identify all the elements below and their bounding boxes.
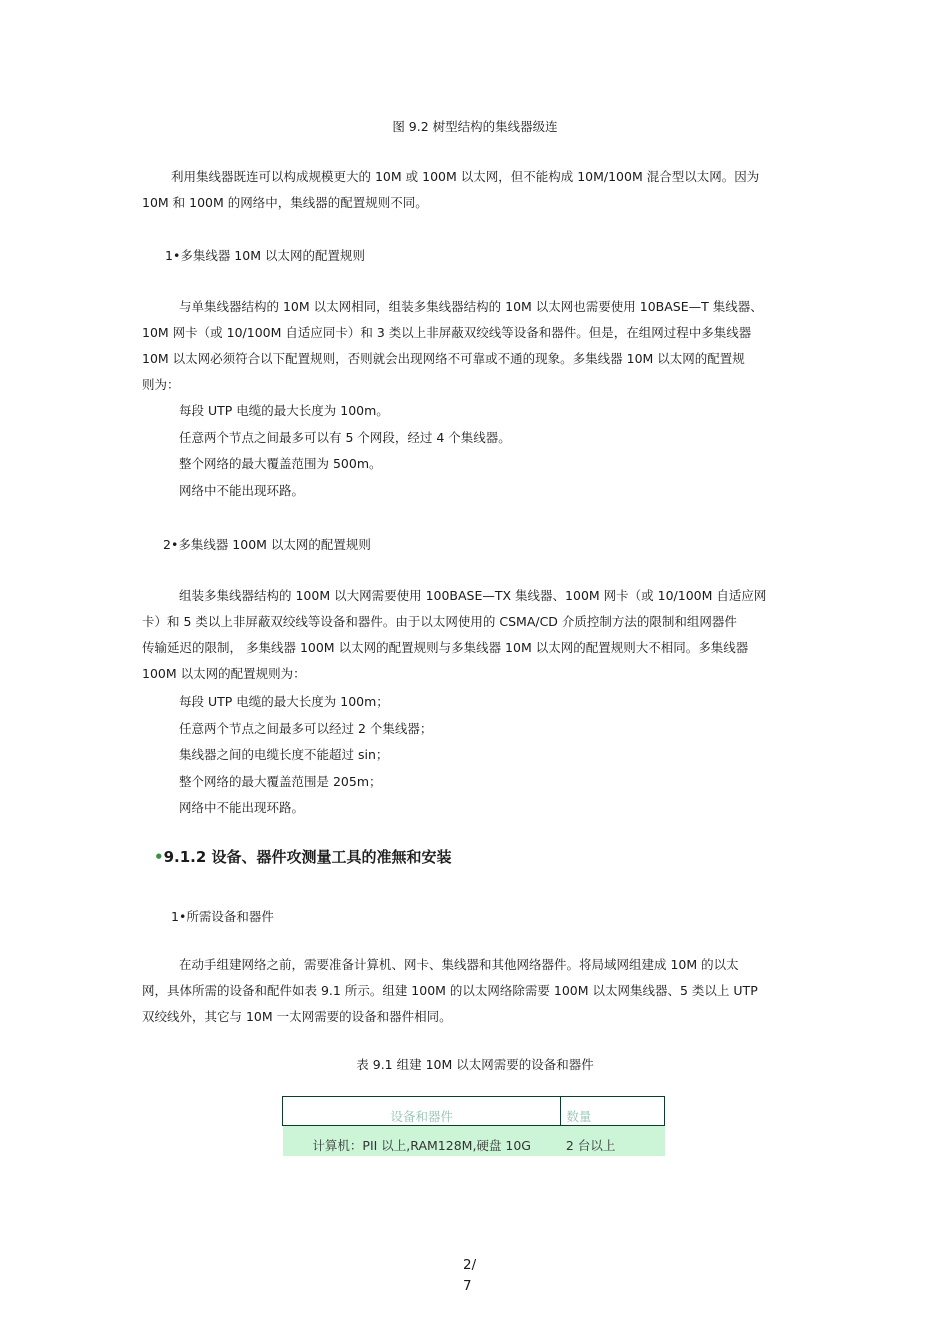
text-line: 网，具体所需的设备和配件如表 9.1 所示。组建 100M 的以太网络除需要 100M 以太网集线器、5 类以上 UTP bbox=[142, 983, 758, 998]
rule-item: 网络中不能出现环路。 bbox=[179, 800, 305, 815]
equipment-table bbox=[282, 1096, 665, 1156]
rule-item: 整个网络的最大覆盖范围是 205m； bbox=[179, 773, 382, 789]
section2-paragraph bbox=[142, 583, 808, 687]
section2-rules bbox=[179, 689, 432, 822]
table-header-cell: 设备和器件 bbox=[283, 1097, 561, 1126]
figure-caption: 图 9.2 树型结构的集线器级连 bbox=[392, 119, 558, 134]
table-cell: 2 台以上 bbox=[561, 1126, 665, 1157]
text-line: 卡）和 5 类以上非屏蔽双绞线等设备和器件。由于以太网使用的 CSMA/CD 介质控制方法的限制和组网器件 bbox=[142, 614, 737, 629]
section-912-heading bbox=[154, 846, 452, 867]
text-line: 10M 以太网必须符合以下配置规则，否则就会出现网络不可靠或不通的现象。多集线器 10M 以太网的配置规 bbox=[142, 351, 745, 366]
section1-heading: 1•多集线器 10M 以太网的配置规则 bbox=[165, 248, 365, 263]
text-line: 组装多集线器结构的 100M 以大网需要使用 100BASE—TX 集线器、100M 网卡（或 10/100M 自适应网 bbox=[179, 588, 767, 603]
section2-heading: 2•多集线器 100M 以太网的配置规则 bbox=[163, 537, 371, 552]
text-line: 利用集线器既连可以构成规模更大的 10M 或 100M 以太网，但不能构成 10M/100M 混合型以太网。因为 bbox=[171, 169, 760, 184]
rule-item: 整个网络的最大覆盖范围为 500m。 bbox=[179, 456, 382, 471]
text-line: 传输延迟的限制， 多集线器 100M 以太网的配置规则与多集线器 10M 以太网的配置规则大不相同。多集线器 bbox=[142, 640, 749, 655]
section-912-title: 9.1.2 设备、器件攻测量工具的准無和安装 bbox=[163, 848, 452, 866]
table-row bbox=[283, 1126, 665, 1157]
rule-item: 集线器之间的电缆长度不能超过 sin； bbox=[179, 747, 389, 762]
text-line: 则为： bbox=[142, 377, 180, 392]
rule-item: 每段 UTP 电缆的最大长度为 100m； bbox=[179, 694, 389, 709]
text-line: 10M 网卡（或 10/100M 自适应同卡）和 3 类以上非屏蔽双绞线等设备和器件。但是，在组网过程中多集线器 bbox=[142, 325, 752, 340]
section-bullet: • bbox=[154, 848, 164, 866]
text-line: 在动手组建网络之前，需要准备计算机、网卡、集线器和其他网络器件。将局域网组建成 10M 的以太 bbox=[179, 957, 739, 972]
rule-item: 任意两个节点之间最多可以有 5 个网段，经过 4 个集线器。 bbox=[179, 429, 511, 445]
section1-paragraph bbox=[142, 294, 808, 398]
table-header-row bbox=[283, 1097, 665, 1126]
subsection1-paragraph bbox=[142, 952, 808, 1030]
text-line: 10M 和 100M 的网络中，集线器的配置规则不同。 bbox=[142, 195, 428, 210]
page-number-total: 7 bbox=[463, 1278, 472, 1294]
table-cell: 计算机：PII 以上,RAM128M,硬盘 10G bbox=[283, 1126, 561, 1157]
intro-paragraph bbox=[142, 164, 808, 216]
rule-item: 网络中不能出现环路。 bbox=[179, 482, 305, 498]
page-number bbox=[463, 1255, 476, 1297]
page-number-current: 2/ bbox=[463, 1257, 477, 1273]
text-line: 与单集线器结构的 10M 以太网相同，组装多集线器结构的 10M 以太网也需要使用 10BASE—T 集线器、 bbox=[179, 299, 763, 314]
text-line: 100M 以太网的配置规则为： bbox=[142, 666, 306, 681]
section1-rules bbox=[179, 398, 511, 504]
table-caption: 表 9.1 组建 10M 以太网需要的设备和器件 bbox=[356, 1057, 594, 1072]
subsection1-heading: 1•所需设备和器件 bbox=[171, 909, 274, 924]
rule-item: 任意两个节点之间最多可以经过 2 个集线器； bbox=[179, 720, 433, 736]
rule-item: 每段 UTP 电缆的最大长度为 100m。 bbox=[179, 403, 389, 418]
table-header-cell: 数量 bbox=[561, 1097, 665, 1126]
text-line: 双绞线外，其它与 10M 一太网需要的设备和器件相同。 bbox=[142, 1009, 452, 1024]
